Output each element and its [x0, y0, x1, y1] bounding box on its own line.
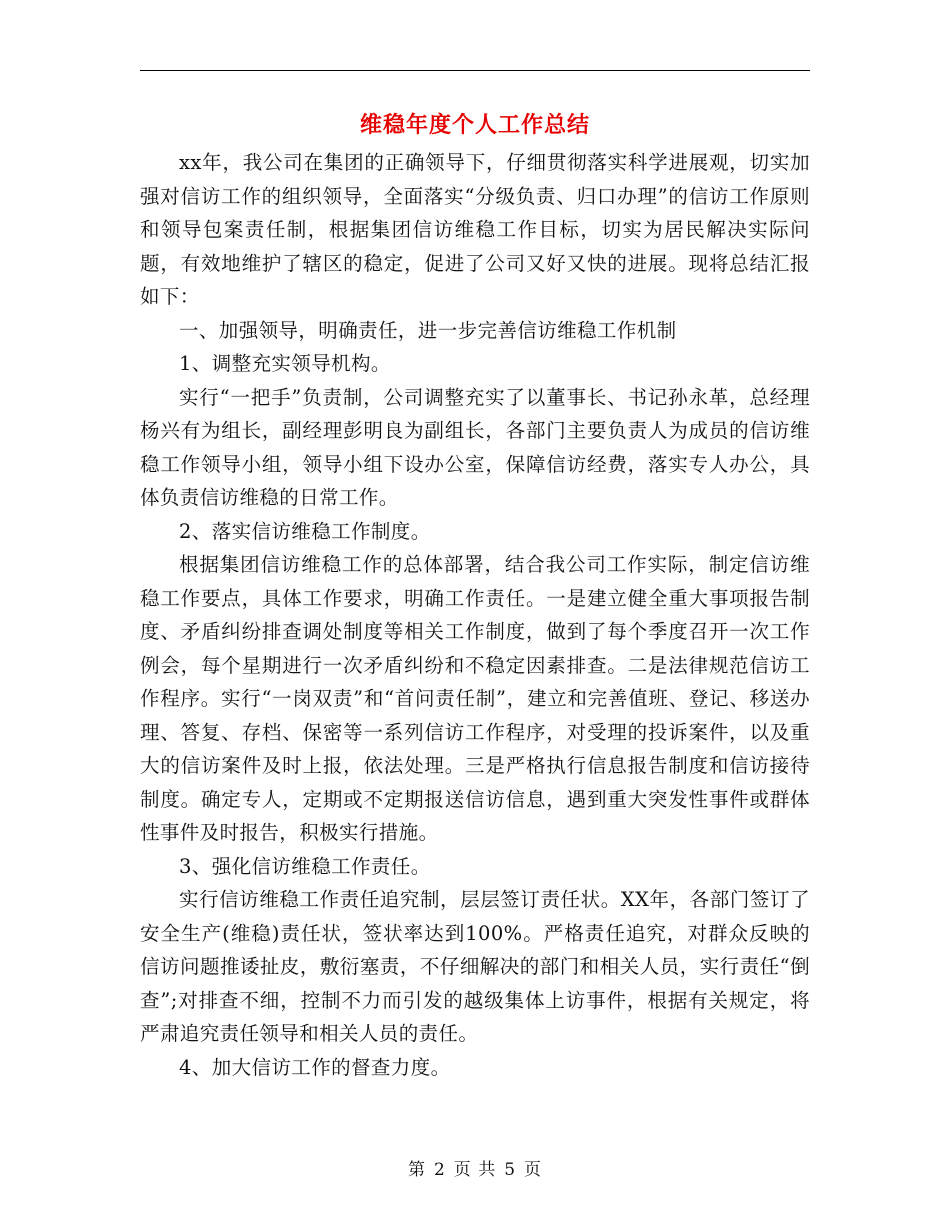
page-footer [0, 1155, 950, 1180]
footer-prefix: 第 [407, 1160, 426, 1180]
subsection-heading: 2、落实信访维稳工作制度。 [179, 519, 431, 543]
paragraph: xx年，我公司在集团的正确领导下，仔细贯彻落实科学进展观，切实加强对信访工作的组织领导，全面落实“分级负责、归口办理”的信访工作原则和领导包案责任制，根据集团信访维稳工作目标，切实为居民解决实际问题，有效地维护了辖区的稳定，促进了公司又好又快的进展。现将总结汇报如下： [140, 151, 810, 308]
subsection-heading: 1、调整充实领导机构。 [179, 352, 391, 375]
subsection-heading: 4、加大信访工作的督查力度。 [179, 1055, 451, 1079]
section-heading: 一、加强领导，明确责任，进一步完善信访维稳工作机制 [179, 318, 677, 342]
total-pages-number: 5 [504, 1160, 517, 1180]
current-page-number: 2 [433, 1160, 446, 1180]
paragraph: 根据集团信访维稳工作的总体部署，结合我公司工作实际，制定信访维稳工作要点，具体工作要求，明确工作责任。一是建立健全重大事项报告制度、矛盾纠纷排查调处制度等相关工作制度，做到了每个季度召开一次工作例会，每个星期进行一次矛盾纠纷和不稳定因素排查。二是法律规范信访工作程序。实行“一岗双责”和“首问责任制”，建立和完善值班、登记、移送办理、答复、存档、保密等一系列信访工作程序，对受理的投诉案件，以及重大的信访案件及时上报，依法处理。三是严格执行信息报告制度和信访接待制度。确定专人，定期或不定期报送信访信息，遇到重大突发性事件或群体性事件及时报告，积极实行措施。 [140, 553, 810, 844]
subsection-heading: 3、强化信访维稳工作责任。 [179, 854, 431, 878]
document-title: 维稳年度个人工作总结 [359, 112, 590, 138]
header-rule [140, 70, 810, 71]
footer-suffix: 页 [524, 1160, 543, 1180]
paragraph: 实行“一把手”负责制，公司调整充实了以董事长、书记孙永革，总经理杨兴有为组长，副经理彭明良为副组长，各部门主要负责人为成员的信访维稳工作领导小组，领导小组下设办公室，保障信访经费，落实专人办公，具体负责信访维稳的日常工作。 [140, 385, 810, 509]
document-body [140, 146, 810, 1084]
footer-middle: 页 共 [453, 1160, 497, 1180]
paragraph: 实行信访维稳工作责任追究制，层层签订责任状。XX年，各部门签订了安全生产(维稳)责任状，签状率达到100%。严格责任追究，对群众反映的信访问题推诿扯皮，敷衍塞责，不仔细解决的部门和相关人员，实行责任“倒查”;对排查不细，控制不力而引发的越级集体上访事件，根据有关规定，将严肃追究责任领导和相关人员的责任。 [140, 888, 810, 1045]
